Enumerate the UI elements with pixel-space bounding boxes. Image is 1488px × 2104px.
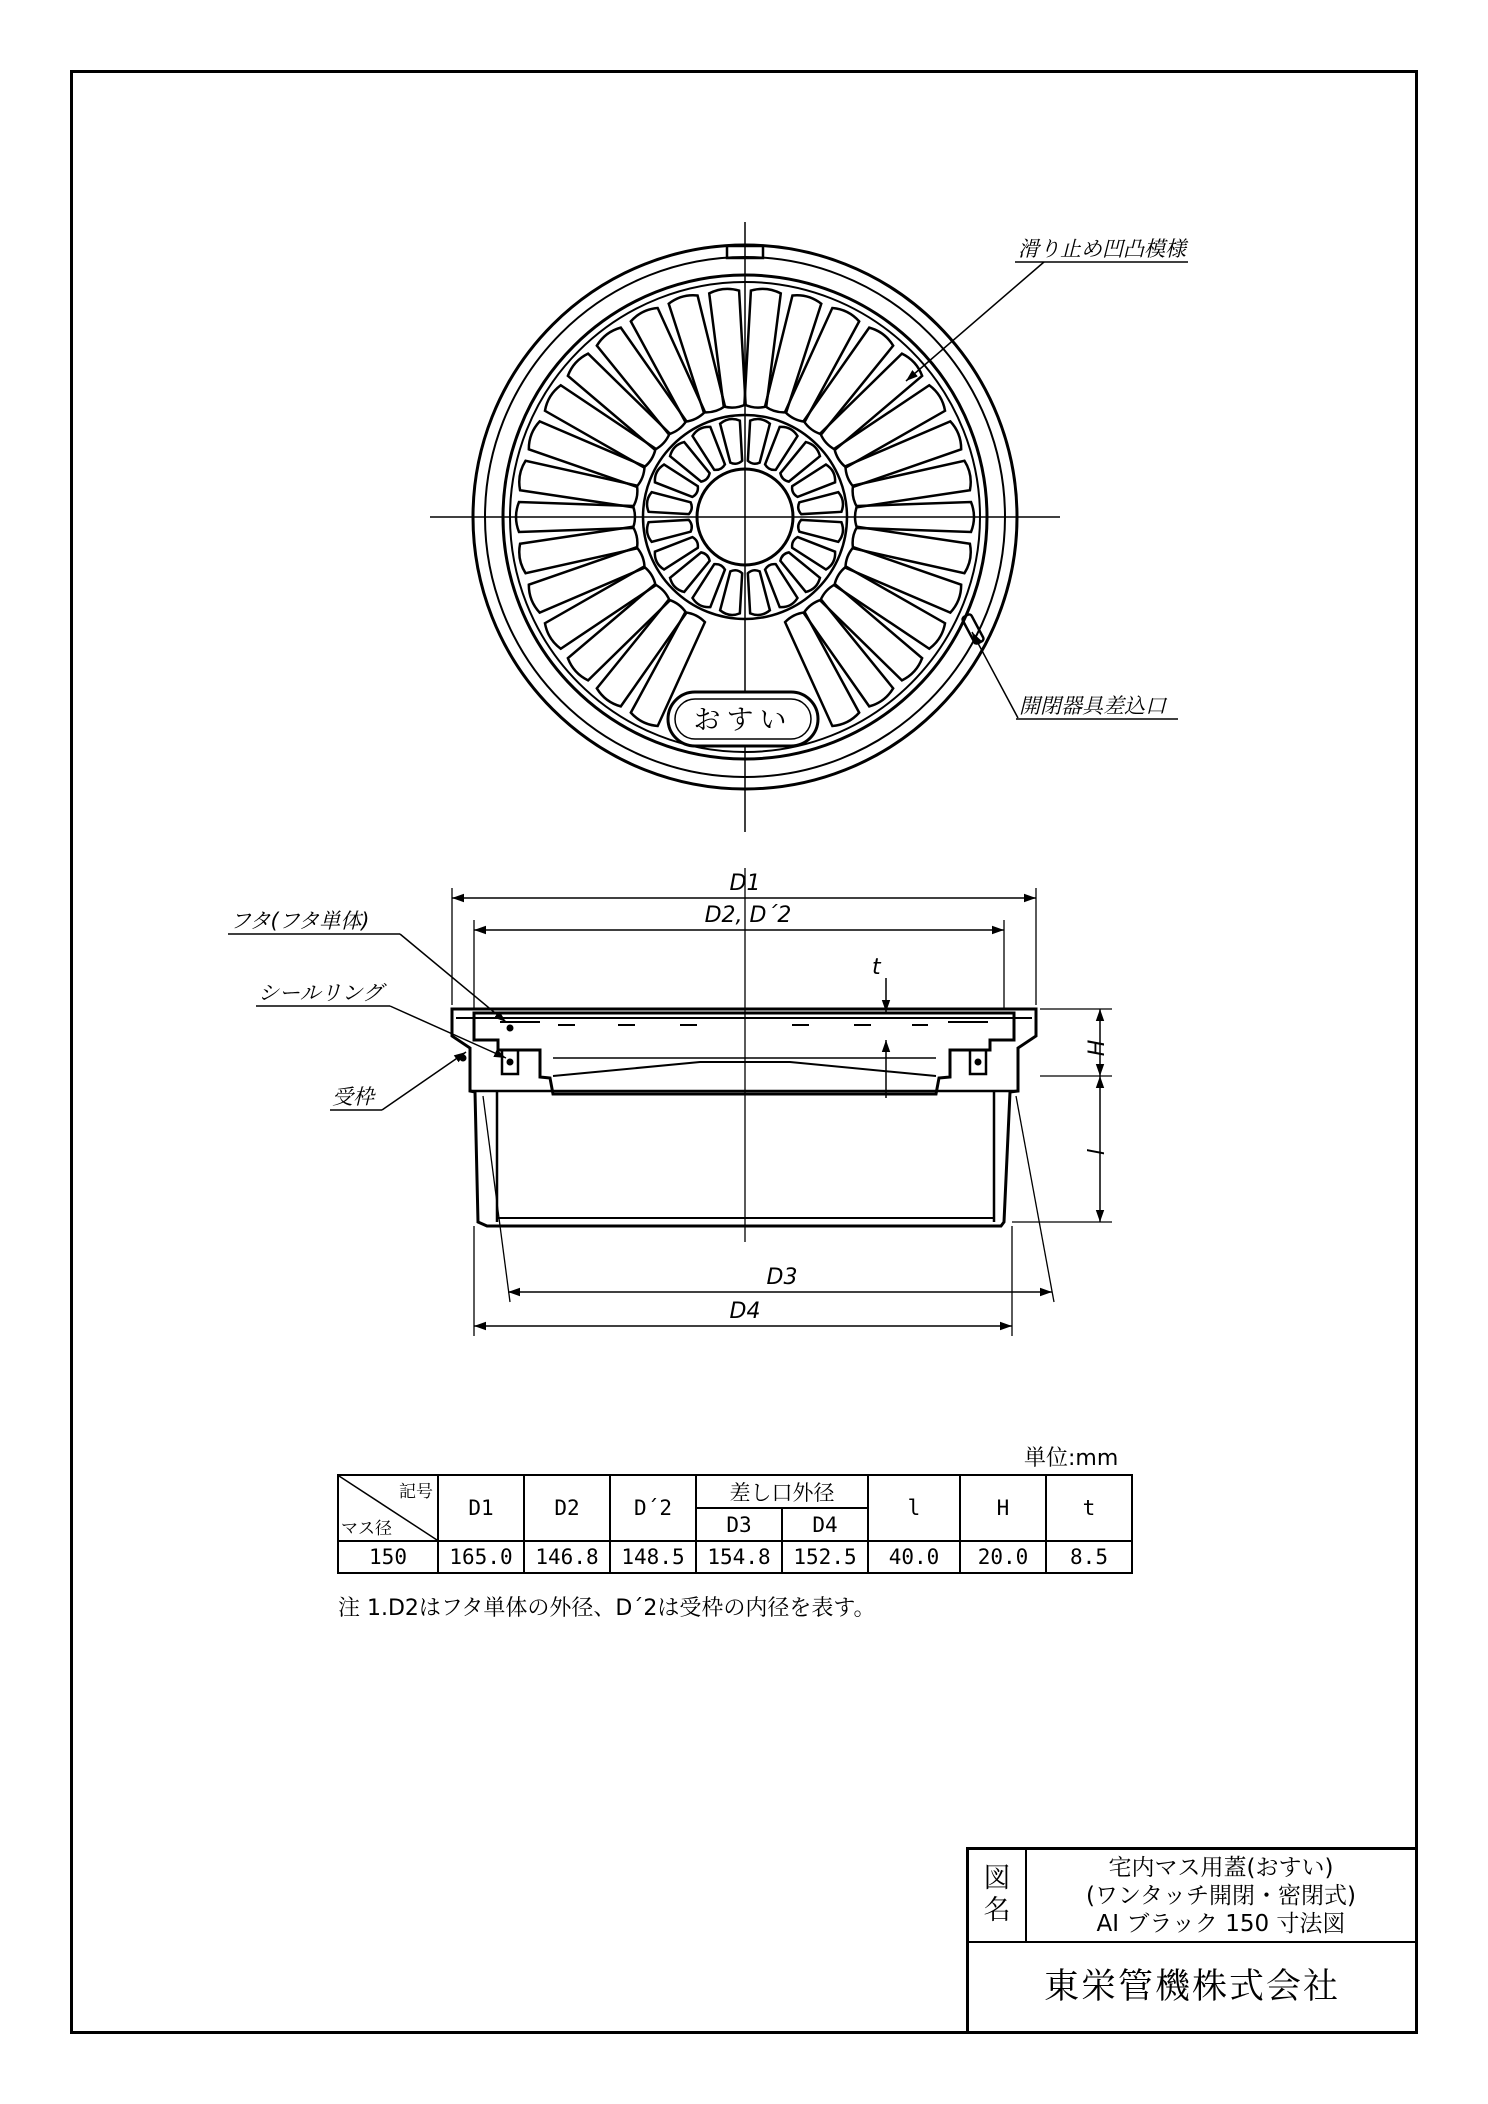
d2-label: D2, D´2	[704, 903, 792, 928]
label-frame: 受枠	[332, 1085, 374, 1109]
title-block-label	[969, 1850, 1027, 1943]
section-view	[228, 868, 1112, 1336]
table-row	[338, 1541, 1132, 1573]
col-spigot: 差し口外径	[696, 1475, 868, 1508]
cell-d4: 152.5	[782, 1541, 868, 1573]
pattern-cell	[831, 384, 948, 472]
pattern-cell	[761, 561, 799, 610]
pattern-cell	[789, 463, 838, 501]
pattern-cell	[776, 548, 822, 594]
pattern-cell	[542, 562, 659, 650]
cell-d3: 154.8	[696, 1541, 782, 1573]
d4-label: D4	[729, 1299, 761, 1324]
pattern-cell	[668, 293, 729, 416]
unit-label: 単位:mm	[1024, 1446, 1119, 1471]
col-t: t	[1046, 1475, 1132, 1541]
pattern-cell	[668, 548, 714, 594]
col-h: H	[960, 1475, 1046, 1541]
title-line-1: 宅内マス用蓋(おすい)	[1108, 1855, 1334, 1881]
pattern-cell	[691, 424, 729, 473]
drawing-title	[1027, 1850, 1415, 1943]
col-l: l	[868, 1475, 960, 1541]
title-line-2: (ワンタッチ開閉・密閉式)	[1085, 1883, 1357, 1909]
plan-view	[430, 222, 1189, 832]
callout-pattern-label: 滑り止め凹凸模様	[1018, 237, 1186, 261]
col-d4: D4	[782, 1508, 868, 1541]
frame-body-outline	[452, 1009, 1036, 1226]
lid-outline	[474, 1013, 1014, 1094]
label-seal: シールリング	[258, 981, 384, 1005]
pattern-cell	[831, 562, 948, 650]
label-frame-leader	[382, 1052, 466, 1110]
title-block	[966, 1847, 1418, 2034]
header-symbol: 記号	[399, 1482, 433, 1502]
d1-label: D1	[729, 871, 761, 896]
d3-label: D3	[766, 1265, 798, 1290]
table-note: 注 1.D2はフタ単体の外径、D´2は受枠の内径を表す。	[338, 1596, 876, 1621]
cell-l: 40.0	[868, 1541, 960, 1573]
pattern-cell	[709, 288, 750, 409]
title-line-3: AI ブラック 150 寸法図	[1096, 1911, 1346, 1937]
d3-ext-right	[1016, 1096, 1054, 1302]
col-d2: D2	[524, 1475, 610, 1541]
emblem-text: おすい	[693, 705, 793, 736]
header-diagonal-cell	[338, 1475, 438, 1541]
pattern-cell	[668, 440, 714, 486]
col-d1: D1	[438, 1475, 524, 1541]
pattern-cell	[652, 533, 701, 571]
col-d3: D3	[696, 1508, 782, 1541]
cell-t: 8.5	[1046, 1541, 1132, 1573]
seal-ring-right-dot	[975, 1059, 981, 1065]
pattern-cell	[761, 424, 799, 473]
callout-pattern-leader	[906, 262, 1044, 381]
cell-d2: 146.8	[524, 1541, 610, 1573]
cell-d2p: 148.5	[610, 1541, 696, 1573]
t-label: t	[872, 955, 881, 980]
pattern-cell	[691, 561, 729, 610]
company-name: 東栄管機株式会社	[1043, 1967, 1340, 2007]
spec-table	[337, 1474, 1133, 1574]
label-lid: フタ(フタ単体)	[230, 909, 370, 933]
title-block-label-text: 図名	[983, 1863, 1011, 1926]
lid-top-ribs	[500, 1022, 988, 1025]
seal-ring-left-dot	[507, 1059, 513, 1065]
pattern-cell	[776, 440, 822, 486]
pattern-cell	[740, 288, 781, 409]
pattern-cell	[789, 533, 838, 571]
pattern-cell	[652, 463, 701, 501]
header-diameter: マス径	[341, 1519, 392, 1539]
cell-d1: 165.0	[438, 1541, 524, 1573]
pattern-cell	[542, 384, 659, 472]
lid-mark-left	[507, 1025, 513, 1031]
h-label: H	[1085, 1039, 1110, 1057]
cell-h: 20.0	[960, 1541, 1046, 1573]
callout-slot-leader	[972, 632, 1018, 718]
callout-slot-label: 開閉器具差込口	[1019, 694, 1166, 718]
l-label: l	[1085, 1148, 1110, 1156]
cell-diameter: 150	[338, 1541, 438, 1573]
col-d2p: D´2	[610, 1475, 696, 1541]
